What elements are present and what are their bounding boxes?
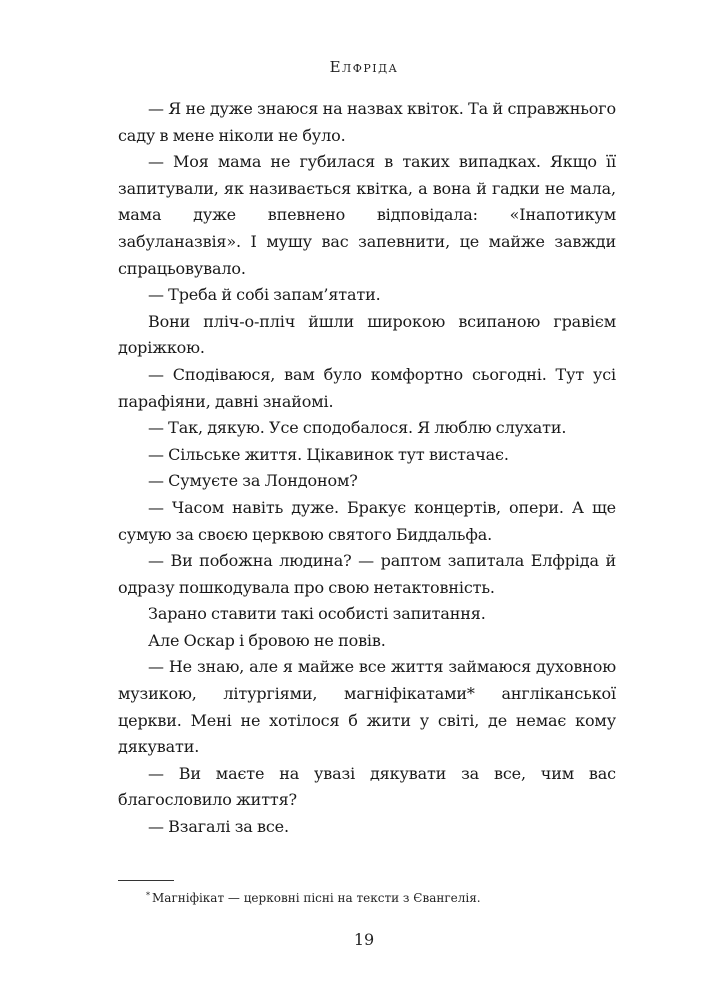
paragraph: — Сподіваюся, вам було комфортно сьогодні. Тут усі парафіяни, давні знайомі.	[118, 364, 616, 411]
page-number: 19	[353, 930, 375, 949]
running-head: Елфріда	[329, 58, 399, 76]
paragraph: — Так, дякую. Усе сподобалося. Я люблю слухати.	[148, 418, 567, 438]
paragraph: — Взагалі за все.	[148, 817, 289, 837]
paragraph: — Сумуєте за Лондоном?	[148, 471, 358, 491]
paragraph: Зарано ставити такі особисті запитання.	[148, 604, 486, 624]
paragraph: — Не знаю, але я майже все життя займаюся духовною музикою, літургіями, магніфікатами* англіканської церкви. Мені не хотілося б жити у світі, де немає кому дякувати.	[118, 657, 616, 757]
footnote	[146, 888, 616, 906]
main-text	[118, 96, 616, 841]
paragraph: — Ви маєте на увазі дякувати за все, чим вас благословило життя?	[118, 763, 616, 810]
paragraph: — Сільське життя. Цікавинок тут вистачає.	[148, 444, 509, 464]
paragraph: — Часом навіть дуже. Бракує концертів, опери. А ще сумую за своєю церквою святого Биддальфа.	[118, 497, 616, 544]
paragraph: Вони пліч-о-пліч йшли широкою всипаною гравієм доріжкою.	[118, 311, 616, 358]
paragraph: — Треба й собі запам’ятати.	[148, 285, 381, 305]
paragraph: — Моя мама не губилася в таких випадках. Якщо її запитували, як називається квітка, а вона й гадки не мала, мама дуже впевнено відповідала: «Інапотикум забуланазвія». І мушу вас запевнити, це майже завжди спрацьовувало.	[118, 152, 616, 278]
footnote-text: Магніфікат — церковні пісні на тексти з Євангелія.	[152, 891, 481, 905]
footnote-marker: *	[146, 891, 150, 900]
paragraph: Але Оскар і бровою не повів.	[148, 630, 386, 650]
footnote-divider	[118, 880, 174, 881]
paragraph: — Ви побожна людина? — раптом запитала Елфріда й одразу пошкодувала про свою нетактовність.	[118, 551, 616, 597]
paragraph: — Я не дуже знаюся на назвах квіток. Та й справжнього саду в мене ніколи не було.	[118, 99, 616, 145]
